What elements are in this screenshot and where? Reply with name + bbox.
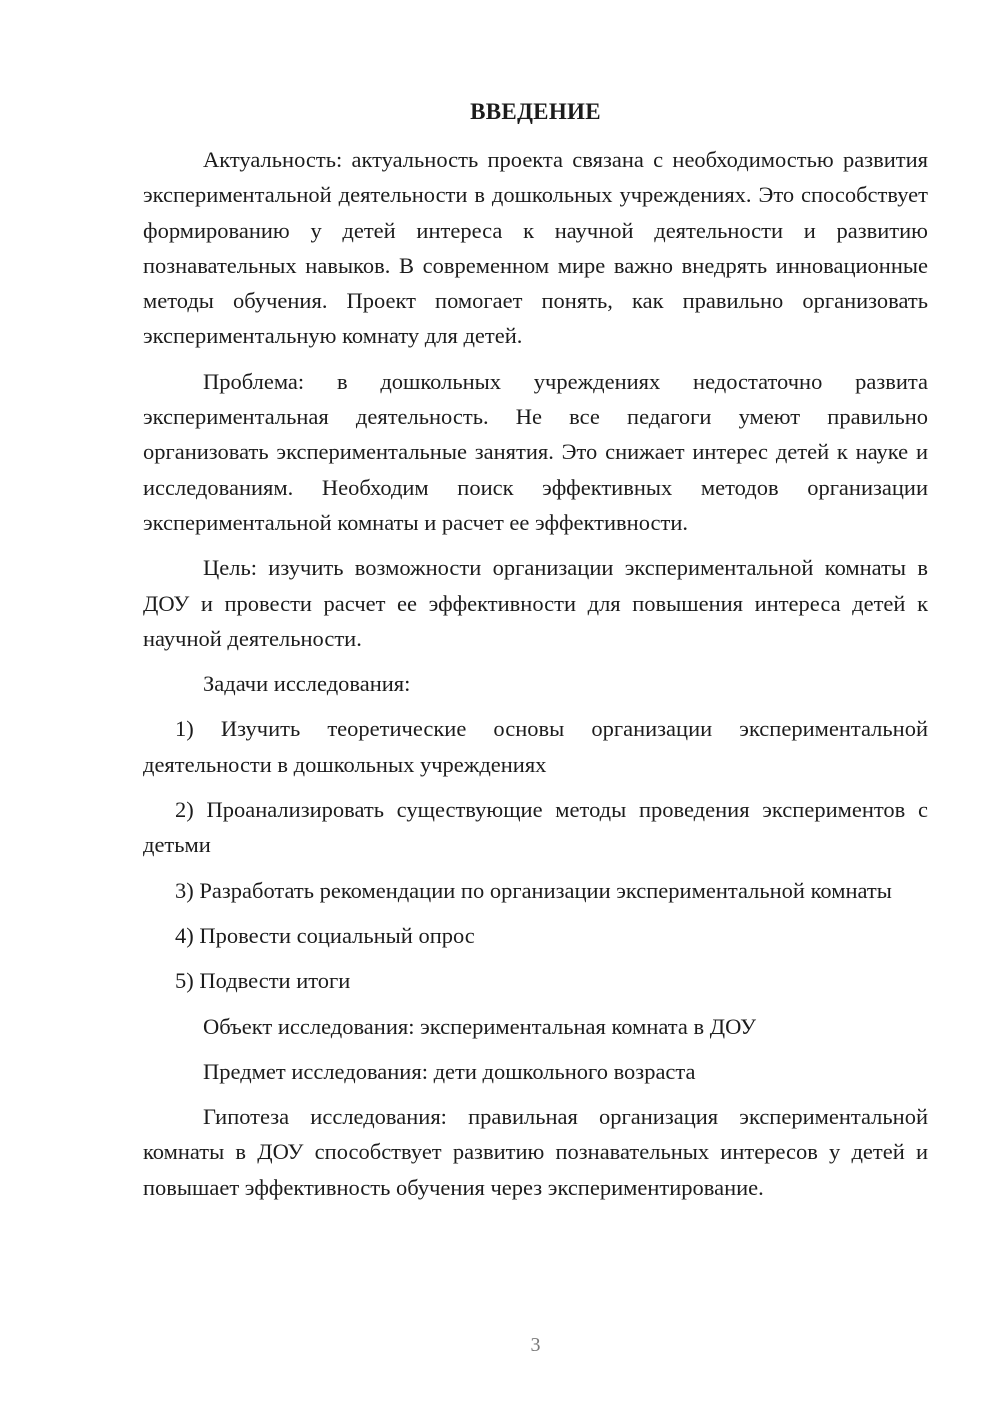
tasks-heading: Задачи исследования: xyxy=(203,671,411,697)
task-item: 3) Разработать рекомендации по организации экспериментальной комнаты xyxy=(175,877,892,903)
task-item: 1) Изучить теоретические основы организации экспериментальной деятельности в дошкольных учреждениях xyxy=(143,716,928,777)
paragraph-goal: Цель: изучить возможности организации экспериментальной комнаты в ДОУ и провести расчет ее эффективности для повышения интереса детей к научной деятельности. xyxy=(143,555,928,651)
research-subject: Предмет исследования: дети дошкольного возраста xyxy=(203,1058,696,1084)
paragraph-problem: Проблема: в дошкольных учреждениях недостаточно развита экспериментальная деятельность. Не все педагоги умеют правильно организовать экспериментальные занятия. Это снижает интерес детей к науке и исследованиям. Необходим поиск эффективных методов организации экспериментальной комнаты и расчет ее эффективности. xyxy=(143,368,928,535)
document-body xyxy=(143,142,928,1215)
page-number: 3 xyxy=(530,1334,541,1356)
research-object: Объект исследования: экспериментальная комната в ДОУ xyxy=(203,1013,757,1039)
task-item: 4) Провести социальный опрос xyxy=(175,922,475,948)
paragraph-relevance: Актуальность: актуальность проекта связана с необходимостью развития экспериментальной деятельности в дошкольных учреждениях. Это способствует формированию у детей интереса к научной деятельности и развитию познавательных навыков. В современном мире важно внедрять инновационные методы обучения. Проект помогает понять, как правильно организовать экспериментальную комнату для детей. xyxy=(143,147,928,349)
task-item: 2) Проанализировать существующие методы проведения экспериментов с детьми xyxy=(143,797,928,858)
page-title: ВВЕДЕНИЕ xyxy=(470,99,601,124)
task-item: 5) Подвести итоги xyxy=(175,968,351,994)
research-hypothesis: Гипотеза исследования: правильная организация экспериментальной комнаты в ДОУ способствует развитию познавательных интересов у детей и повышает эффективность обучения через экспериментирование. xyxy=(143,1104,928,1200)
